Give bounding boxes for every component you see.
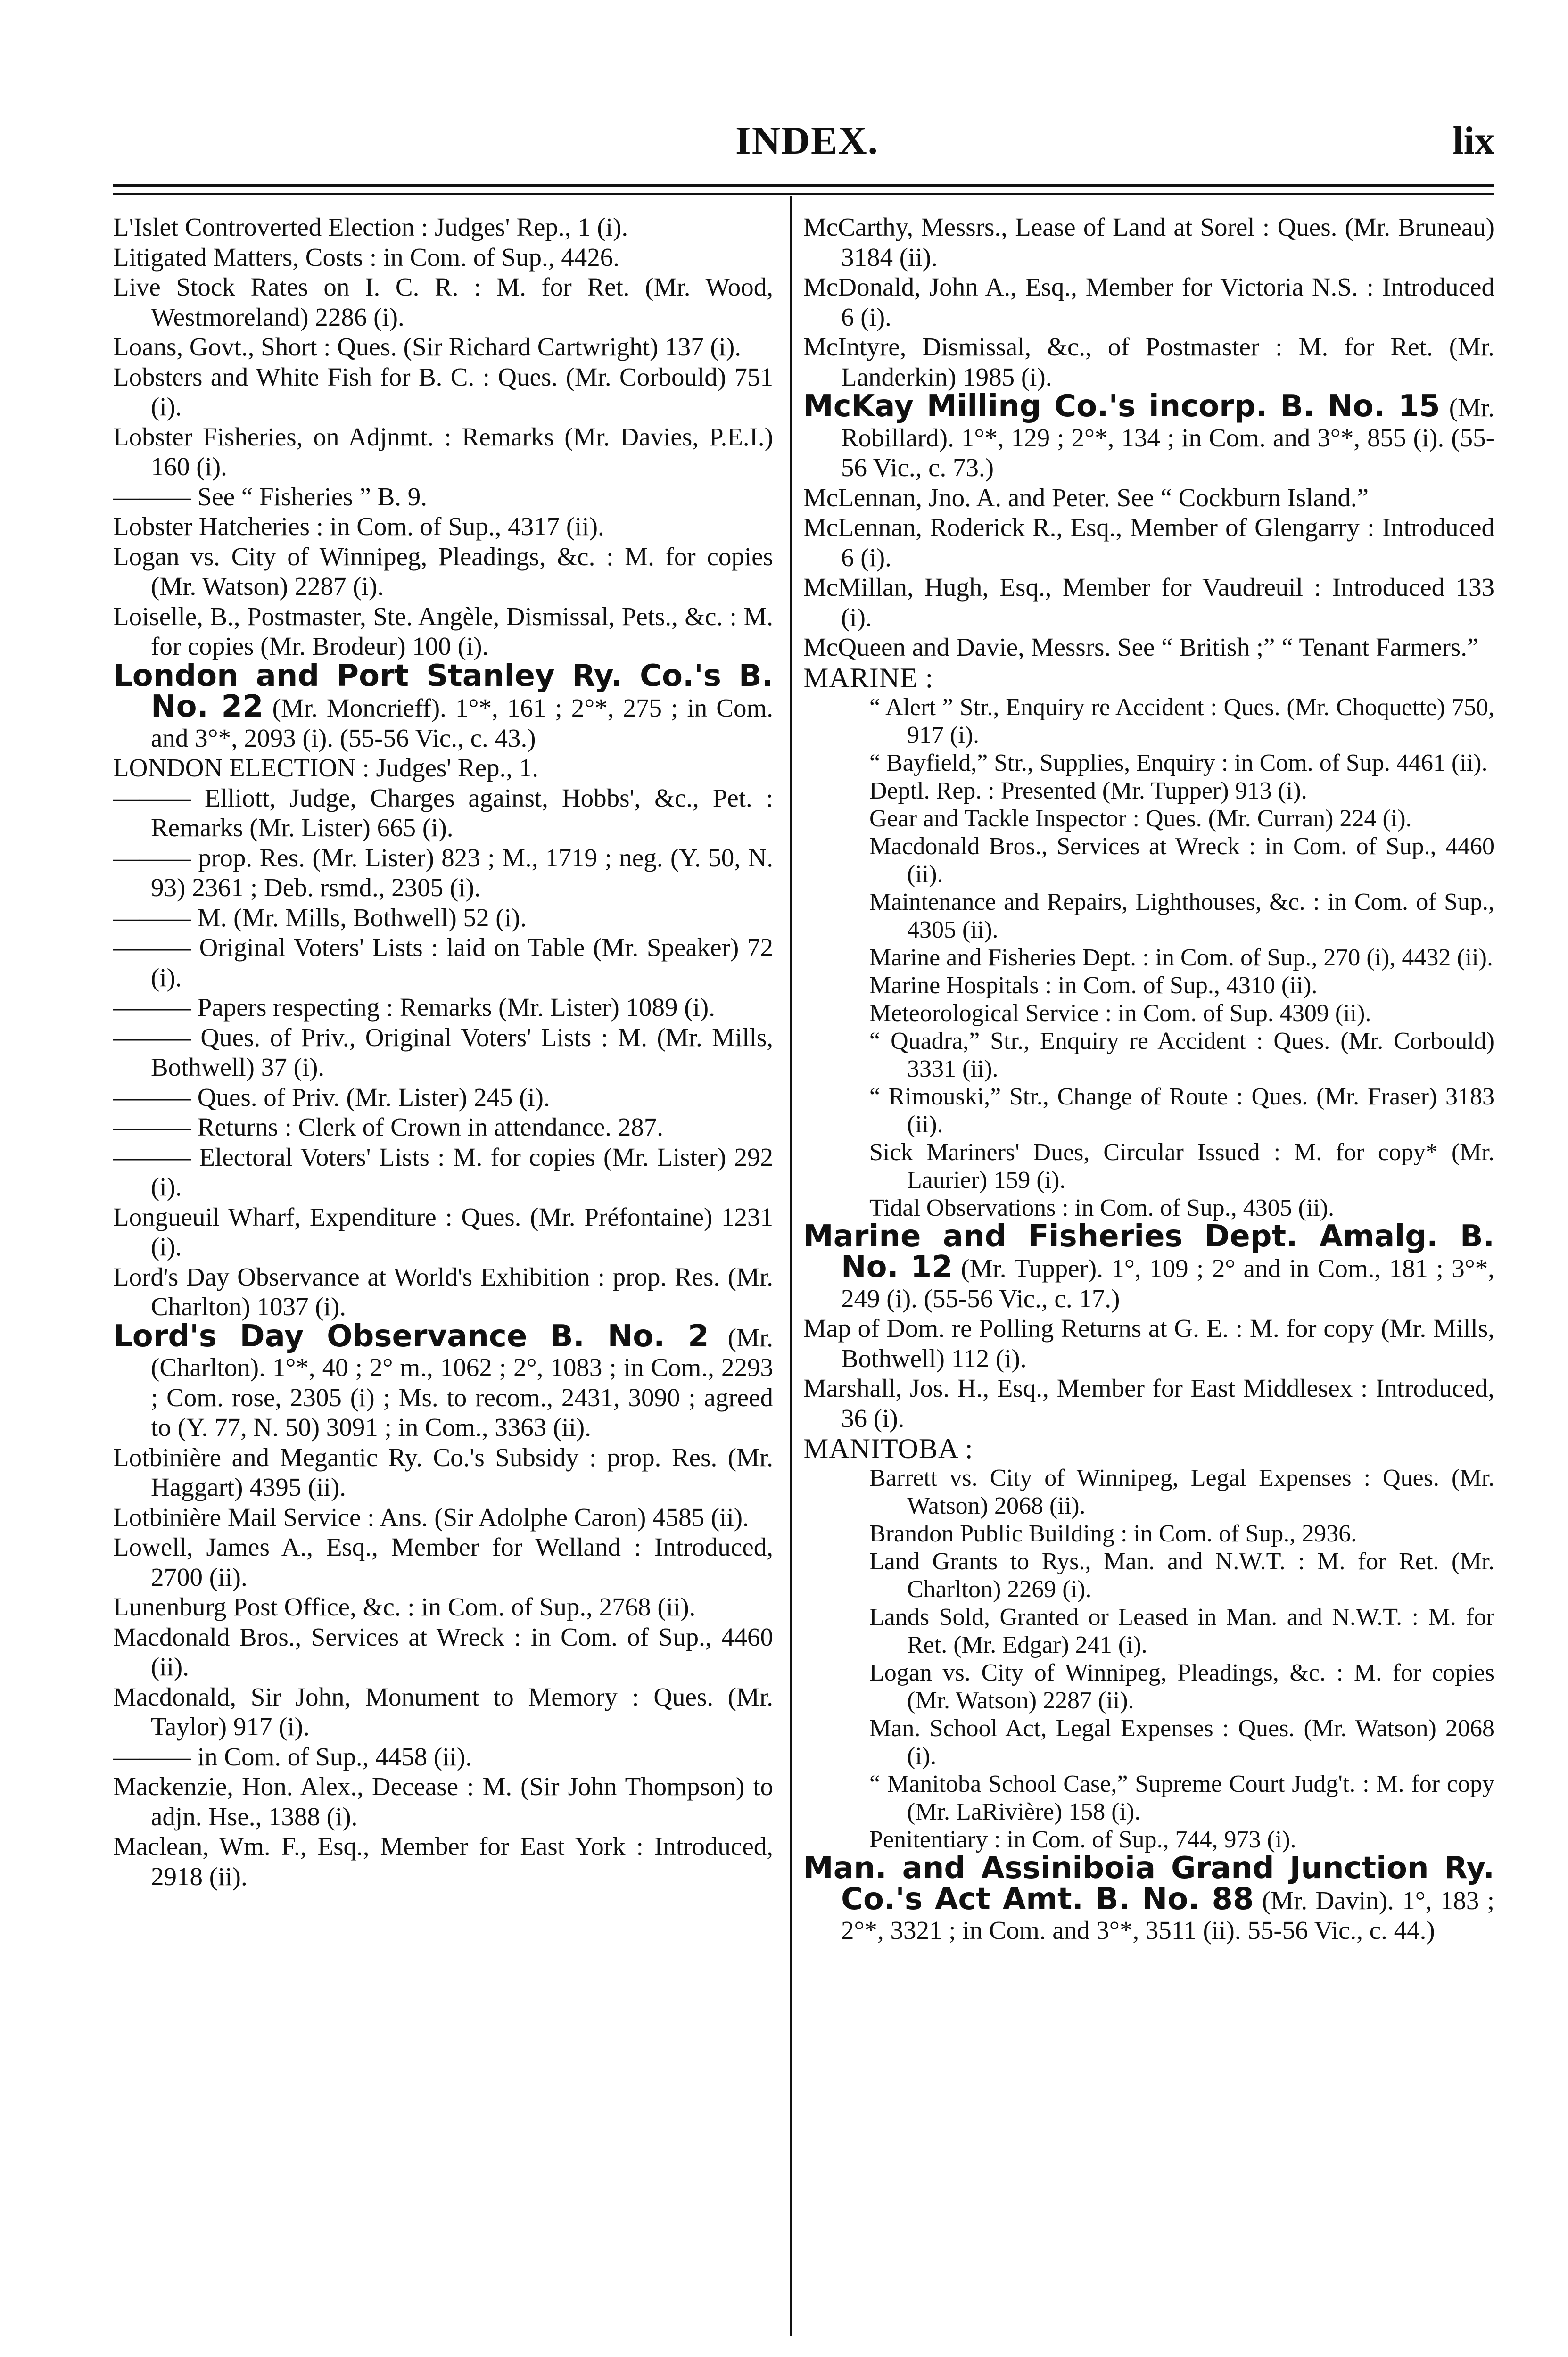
index-subentry: Gear and Tackle Inspector : Ques. (Mr. Curran) 224 (i). — [869, 805, 1412, 832]
entry-text: (Mr. (Charlton). 1°*, 40 ; 2° m., 1062 ; 2°, 1083 ; in Com., 2293 ; Com. rose, 2305 (i) ; Ms. to recom., 2431, 3090 ; agreed to (Y. 77, N. 50) 3091 ; in Com., 3363 (ii). — [151, 1323, 773, 1442]
index-entry — [803, 332, 1494, 392]
index-entry — [113, 903, 773, 933]
index-entry — [803, 1219, 1494, 1314]
index-entry — [113, 783, 773, 843]
bill-title: London and Port Stanley Ry. Co.'s B. No. 22 — [113, 658, 773, 724]
entry-text: McLennan, Jno. A. and Peter. See “ Cockburn Island.” — [803, 483, 1369, 512]
index-subentry: “ Rimouski,” Str., Change of Route : Ques. (Mr. Fraser) 3183 (ii). — [869, 1083, 1494, 1138]
entry-text: ——— prop. Res. (Mr. Lister) 823 ; M., 1719 ; neg. (Y. 50, N. 93) 2361 ; Deb. rsmd., 2305 (i). — [113, 843, 773, 902]
bill-title: Lord's Day Observance B. No. 2 — [113, 1319, 709, 1354]
index-subentry: Lands Sold, Granted or Leased in Man. and N.W.T. : M. for Ret. (Mr. Edgar) 241 (i). — [869, 1604, 1494, 1658]
index-entry — [803, 572, 1494, 632]
index-entry — [113, 422, 773, 482]
index-entry — [113, 1112, 773, 1142]
index-entry — [113, 992, 773, 1022]
index-entry — [113, 212, 773, 242]
entry-text: McMillan, Hugh, Esq., Member for Vaudreuil : Introduced 133 (i). — [803, 573, 1494, 632]
entry-text: LONDON ELECTION : Judges' Rep., 1. — [113, 753, 539, 782]
index-entry — [803, 272, 1494, 332]
index-entry — [113, 1142, 773, 1202]
entry-text: Marshall, Jos. H., Esq., Member for East Middlesex : Introduced, 36 (i). — [803, 1374, 1494, 1433]
index-entry — [113, 843, 773, 903]
entry-text: McQueen and Davie, Messrs. See “ British ;” “ Tenant Farmers.” — [803, 633, 1479, 661]
index-entry — [113, 1622, 773, 1682]
right-column — [803, 212, 1494, 1945]
entry-text: McIntyre, Dismissal, &c., of Postmaster : M. for Ret. (Mr. Landerkin) 1985 (i). — [803, 332, 1494, 391]
index-subentry: “ Bayfield,” Str., Supplies, Enquiry : in Com. of Sup. 4461 (ii). — [869, 749, 1488, 776]
index-entry — [803, 1313, 1494, 1373]
index-entry — [113, 362, 773, 422]
index-entry — [113, 272, 773, 332]
entry-text: Loiselle, B., Postmaster, Ste. Angèle, Dismissal, Pets., &c. : M. for copies (Mr. Brodeur) 100 (i). — [113, 602, 773, 660]
entry-text: ——— Papers respecting : Remarks (Mr. Lister) 1089 (i). — [113, 993, 715, 1022]
index-entry — [803, 1373, 1494, 1433]
page-title: INDEX. — [735, 119, 879, 163]
index-entry — [113, 1262, 773, 1322]
index-subentry: Marine Hospitals : in Com. of Sup., 4310 (ii). — [869, 972, 1318, 999]
page-number: lix — [1452, 119, 1494, 163]
index-subentry: Marine and Fisheries Dept. : in Com. of Sup., 270 (i), 4432 (ii). — [869, 944, 1493, 971]
index-entry — [803, 483, 1494, 513]
index-subentry: Sick Mariners' Dues, Circular Issued : M. for copy* (Mr. Laurier) 159 (i). — [869, 1138, 1494, 1194]
bill-title: McKay Milling Co.'s incorp. B. No. 15 — [803, 389, 1440, 424]
index-entry — [113, 1082, 773, 1113]
index-entry — [803, 212, 1494, 272]
entry-text: Mackenzie, Hon. Alex., Decease : M. (Sir John Thompson) to adjn. Hse., 1388 (i). — [113, 1772, 773, 1831]
entry-text: Macdonald Bros., Services at Wreck : in Com. of Sup., 4460 (ii). — [113, 1622, 773, 1681]
entry-text: Lord's Day Observance at World's Exhibition : prop. Res. (Mr. Charlton) 1037 (i). — [113, 1262, 773, 1321]
left-column — [113, 212, 773, 1891]
entry-text: Live Stock Rates on I. C. R. : M. for Ret. (Mr. Wood, Westmoreland) 2286 (i). — [113, 272, 773, 331]
page-header — [113, 108, 1494, 174]
index-entry — [113, 753, 773, 783]
index-entry — [113, 1592, 773, 1622]
index-entry — [113, 1502, 773, 1533]
entry-text: Lobsters and White Fish for B. C. : Ques. (Mr. Corbould) 751 (i). — [113, 362, 773, 421]
header-rule — [113, 184, 1494, 187]
entry-text: L'Islet Controverted Election : Judges' Rep., 1 (i). — [113, 213, 628, 241]
index-subentry: Penitentiary : in Com. of Sup., 744, 973 (i). — [869, 1826, 1296, 1853]
index-subentry: Man. School Act, Legal Expenses : Ques. (Mr. Watson) 2068 (i). — [869, 1715, 1494, 1770]
index-entry — [113, 1202, 773, 1262]
entry-text: Macdonald, Sir John, Monument to Memory : Ques. (Mr. Taylor) 917 (i). — [113, 1682, 773, 1741]
index-subentry: “ Manitoba School Case,” Supreme Court Judg't. : M. for copy (Mr. LaRivière) 158 (i). — [869, 1771, 1494, 1825]
index-entry — [113, 658, 774, 753]
entry-text: ——— Ques. of Priv., Original Voters' Lists : M. (Mr. Mills, Bothwell) 37 (i). — [113, 1022, 773, 1081]
index-subentry: Land Grants to Rys., Man. and N.W.T. : M. for Ret. (Mr. Charlton) 2269 (i). — [869, 1548, 1494, 1603]
bill-title: Man. and Assiniboia Grand Junction Ry. Co.'s Act Amt. B. No. 88 — [803, 1851, 1494, 1917]
column-divider — [790, 196, 792, 2336]
entry-text: ——— M. (Mr. Mills, Bothwell) 52 (i). — [113, 903, 527, 932]
index-entry — [113, 602, 773, 661]
index-subentry: Meteorological Service : in Com. of Sup. 4309 (ii). — [869, 999, 1371, 1027]
section-heading: MANITOBA : — [803, 1433, 974, 1464]
entry-text: Loans, Govt., Short : Ques. (Sir Richard Cartwright) 137 (i). — [113, 332, 742, 361]
index-subentry: Barrett vs. City of Winnipeg, Legal Expenses : Ques. (Mr. Watson) 2068 (ii). — [869, 1465, 1494, 1519]
entry-text: Lobster Hatcheries : in Com. of Sup., 4317 (ii). — [113, 512, 604, 541]
index-entry — [113, 511, 773, 542]
entry-text: (Mr. Davin). 1°, 183 ; 2°*, 3321 ; in Com. and 3°*, 3511 (ii). 55-56 Vic., c. 44.) — [841, 1886, 1494, 1945]
entry-text: ——— Ques. of Priv. (Mr. Lister) 245 (i). — [113, 1082, 550, 1112]
entry-text: ——— Original Voters' Lists : laid on Table (Mr. Speaker) 72 (i). — [113, 933, 773, 992]
index-subentry: Tidal Observations : in Com. of Sup., 4305 (ii). — [869, 1194, 1335, 1221]
index-entry — [113, 1319, 773, 1442]
entry-text: Litigated Matters, Costs : in Com. of Sup., 4426. — [113, 242, 620, 272]
entry-text: (Mr. Moncrieff). 1°*, 161 ; 2°*, 275 ; in Com. and 3°*, 2093 (i). (55-56 Vic., c. 43.) — [151, 693, 774, 752]
index-entry — [113, 482, 773, 512]
entry-text: Map of Dom. re Polling Returns at G. E. : M. for copy (Mr. Mills, Bothwell) 112 (i). — [803, 1314, 1494, 1373]
entry-text: McDonald, John A., Esq., Member for Victoria N.S. : Introduced 6 (i). — [803, 272, 1494, 331]
index-entry — [803, 632, 1494, 662]
index-entry — [113, 1532, 773, 1592]
entry-text: Maclean, Wm. F., Esq., Member for East York : Introduced, 2918 (ii). — [113, 1832, 773, 1891]
index-entry — [803, 1851, 1494, 1945]
entry-text: ——— Elliott, Judge, Charges against, Hobbs', &c., Pet. : Remarks (Mr. Lister) 665 (i). — [113, 783, 773, 842]
header-rule-thin — [113, 193, 1494, 195]
index-entry — [113, 542, 773, 602]
entry-text: Longueuil Wharf, Expenditure : Ques. (Mr. Préfontaine) 1231 (i). — [113, 1202, 773, 1261]
entry-text: Lobster Fisheries, on Adjnmt. : Remarks (Mr. Davies, P.E.I.) 160 (i). — [113, 422, 773, 481]
index-entry — [113, 1442, 773, 1502]
entry-text: (Mr. Robillard). 1°*, 129 ; 2°*, 134 ; in Com. and 3°*, 855 (i). (55-56 Vic., c. 73.) — [841, 393, 1495, 482]
index-entry — [113, 1772, 773, 1831]
index-entry — [113, 1022, 773, 1082]
section-heading: MARINE : — [803, 662, 934, 693]
index-entry — [113, 1742, 773, 1772]
entry-text: Logan vs. City of Winnipeg, Pleadings, &c. : M. for copies (Mr. Watson) 2287 (i). — [113, 542, 773, 601]
index-entry — [113, 1682, 773, 1742]
index-subentry: “ Quadra,” Str., Enquiry re Accident : Ques. (Mr. Corbould) 3331 (ii). — [869, 1027, 1494, 1082]
bill-title: Marine and Fisheries Dept. Amalg. B. No. 12 — [803, 1219, 1494, 1285]
index-subentry: Brandon Public Building : in Com. of Sup., 2936. — [869, 1520, 1357, 1547]
entry-text: (Mr. Tupper). 1°, 109 ; 2° and in Com., 181 ; 3°*, 249 (i). (55-56 Vic., c. 17.) — [841, 1254, 1494, 1313]
entry-text: Lunenburg Post Office, &c. : in Com. of Sup., 2768 (ii). — [113, 1592, 696, 1621]
index-subentry: Logan vs. City of Winnipeg, Pleadings, &c. : M. for copies (Mr. Watson) 2287 (ii). — [869, 1659, 1494, 1714]
index-entry — [113, 932, 773, 992]
entry-text: ——— See “ Fisheries ” B. 9. — [113, 482, 428, 511]
entry-text: ——— Electoral Voters' Lists : M. for copies (Mr. Lister) 292 (i). — [113, 1142, 773, 1201]
index-entry — [113, 242, 773, 272]
index-entry — [803, 512, 1494, 572]
entry-text: Lowell, James A., Esq., Member for Welland : Introduced, 2700 (ii). — [113, 1533, 773, 1591]
index-entry — [803, 389, 1495, 483]
index-subentry: Deptl. Rep. : Presented (Mr. Tupper) 913 (i). — [869, 777, 1307, 804]
entry-text: Lotbinière Mail Service : Ans. (Sir Adolphe Caron) 4585 (ii). — [113, 1502, 749, 1532]
entry-text: Lotbinière and Megantic Ry. Co.'s Subsidy : prop. Res. (Mr. Haggart) 4395 (ii). — [113, 1442, 773, 1501]
index-subentry: Macdonald Bros., Services at Wreck : in Com. of Sup., 4460 (ii). — [869, 832, 1494, 888]
entry-text: ——— Returns : Clerk of Crown in attendance. 287. — [113, 1113, 664, 1141]
index-entry — [113, 1831, 773, 1891]
entry-text: McLennan, Roderick R., Esq., Member of Glengarry : Introduced 6 (i). — [803, 513, 1494, 572]
index-subentry: “ Alert ” Str., Enquiry re Accident : Ques. (Mr. Choquette) 750, 917 (i). — [869, 693, 1494, 749]
index-entry — [113, 332, 773, 362]
entry-text: ——— in Com. of Sup., 4458 (ii). — [113, 1742, 472, 1771]
index-subentry: Maintenance and Repairs, Lighthouses, &c. : in Com. of Sup., 4305 (ii). — [869, 888, 1494, 943]
entry-text: McCarthy, Messrs., Lease of Land at Sorel : Ques. (Mr. Bruneau) 3184 (ii). — [803, 213, 1494, 272]
